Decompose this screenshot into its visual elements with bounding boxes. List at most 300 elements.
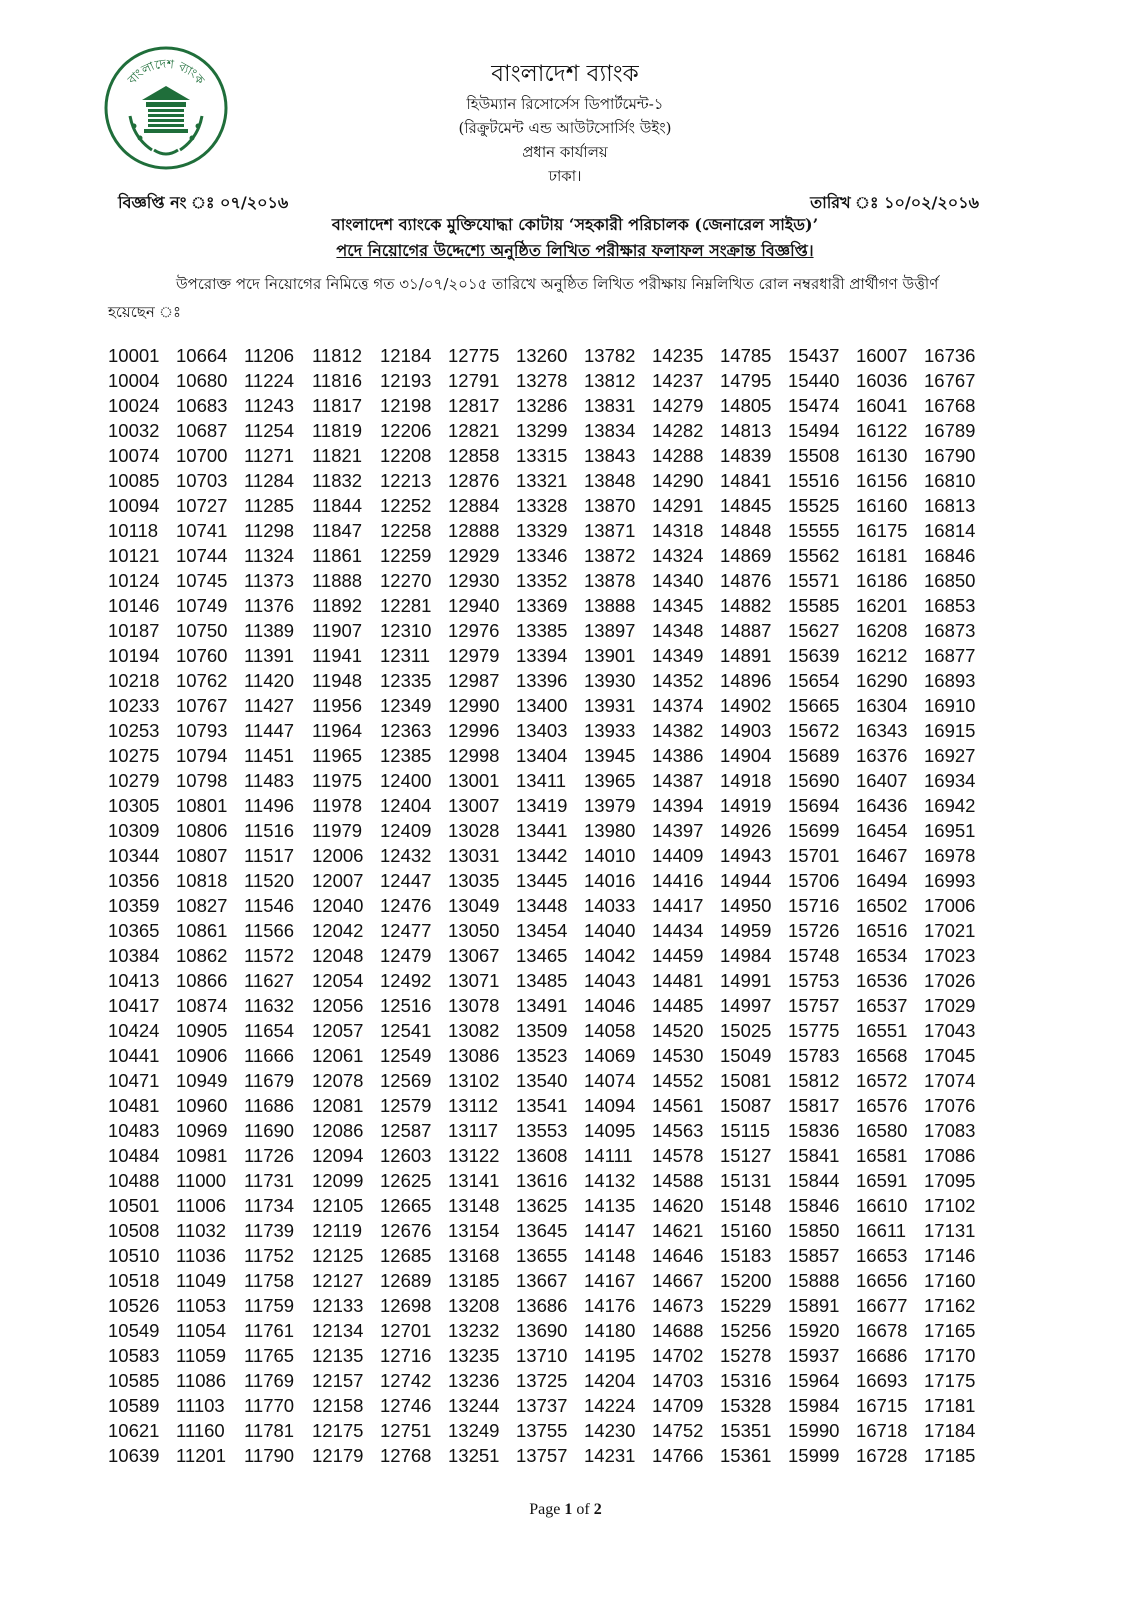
roll-number: 12742 <box>380 1370 432 1391</box>
roll-number: 14046 <box>584 995 636 1016</box>
roll-number: 11781 <box>244 1420 295 1441</box>
roll-number: 10484 <box>108 1145 160 1166</box>
roll-number: 13028 <box>448 820 500 841</box>
roll-number: 11964 <box>312 720 363 741</box>
roll-number: 13244 <box>448 1395 500 1416</box>
roll-number: 12349 <box>380 695 432 716</box>
roll-number: 13523 <box>516 1045 568 1066</box>
roll-number: 12400 <box>380 770 432 791</box>
roll-number: 15148 <box>720 1195 772 1216</box>
roll-number: 15850 <box>788 1220 840 1241</box>
roll-number: 11761 <box>244 1320 295 1341</box>
roll-number: 13278 <box>516 370 568 391</box>
roll-number: 11420 <box>244 670 295 691</box>
roll-number: 16591 <box>856 1170 908 1191</box>
roll-number: 10118 <box>108 520 159 541</box>
roll-number: 12133 <box>312 1295 364 1316</box>
roll-number: 17146 <box>924 1245 976 1266</box>
roll-number: 13871 <box>584 520 636 541</box>
roll-number: 12081 <box>312 1095 364 1116</box>
roll-number: 12477 <box>380 920 432 941</box>
roll-number: 11907 <box>312 620 363 641</box>
roll-number: 10508 <box>108 1220 160 1241</box>
roll-number: 11817 <box>312 395 363 416</box>
roll-number: 15984 <box>788 1395 840 1416</box>
roll-number: 11979 <box>312 820 363 841</box>
roll-number: 16790 <box>924 445 976 466</box>
roll-number: 10233 <box>108 695 160 716</box>
roll-number: 15440 <box>788 370 840 391</box>
roll-number: 10194 <box>108 645 160 666</box>
roll-number: 17131 <box>924 1220 976 1241</box>
roll-number: 15328 <box>720 1395 772 1416</box>
roll-number: 17026 <box>924 970 976 991</box>
roll-number: 13655 <box>516 1245 568 1266</box>
roll-number: 12768 <box>380 1445 432 1466</box>
roll-number: 12127 <box>312 1270 364 1291</box>
roll-number: 15654 <box>788 670 840 691</box>
roll-number: 13299 <box>516 420 568 441</box>
roll-number: 13870 <box>584 495 636 516</box>
roll-number: 14876 <box>720 570 772 591</box>
roll-number: 12040 <box>312 895 364 916</box>
roll-number: 16693 <box>856 1370 908 1391</box>
roll-number: 11160 <box>176 1420 225 1441</box>
roll-number: 10146 <box>108 595 160 616</box>
roll-number: 13848 <box>584 470 636 491</box>
roll-number: 12979 <box>448 645 500 666</box>
roll-number: 15783 <box>788 1045 840 1066</box>
roll-number: 15115 <box>720 1120 771 1141</box>
roll-number: 14416 <box>652 870 704 891</box>
roll-number: 16181 <box>856 545 908 566</box>
roll-number: 12099 <box>312 1170 364 1191</box>
roll-number: 13102 <box>448 1070 500 1091</box>
roll-number: 11103 <box>176 1395 225 1416</box>
roll-number: 14891 <box>720 645 772 666</box>
roll-number: 12006 <box>312 845 364 866</box>
roll-number: 14409 <box>652 845 704 866</box>
notice-date: তারিখ ঃ ১০/০২/২০১৬ <box>810 193 979 212</box>
roll-number: 14785 <box>720 345 772 366</box>
roll-number: 17181 <box>924 1395 976 1416</box>
roll-number: 10807 <box>176 845 228 866</box>
bangladesh-bank-logo <box>104 46 228 170</box>
roll-number: 16993 <box>924 870 976 891</box>
roll-number: 16130 <box>856 445 908 466</box>
roll-number: 12048 <box>312 945 364 966</box>
roll-number: 14903 <box>720 720 772 741</box>
roll-number: 16656 <box>856 1270 908 1291</box>
svg-text:বাংলাদেশ ব্যাংক <box>124 57 208 88</box>
roll-number: 15525 <box>788 495 840 516</box>
roll-number: 17074 <box>924 1070 976 1091</box>
roll-number: 16304 <box>856 695 908 716</box>
roll-number: 12105 <box>312 1195 364 1216</box>
roll-number: 11049 <box>176 1270 227 1291</box>
roll-number: 10279 <box>108 770 160 791</box>
roll-number: 10589 <box>108 1395 160 1416</box>
roll-number: 15278 <box>720 1345 772 1366</box>
roll-number: 14195 <box>584 1345 636 1366</box>
roll-number: 16653 <box>856 1245 908 1266</box>
roll-number: 15891 <box>788 1295 840 1316</box>
roll-number: 11254 <box>244 420 295 441</box>
roll-number: 12516 <box>380 995 432 1016</box>
roll-number: 13286 <box>516 395 568 416</box>
roll-number: 11948 <box>312 670 363 691</box>
roll-number: 15937 <box>788 1345 840 1366</box>
roll-number: 14926 <box>720 820 772 841</box>
roll-number: 16978 <box>924 845 976 866</box>
roll-number: 11627 <box>244 970 295 991</box>
roll-number: 12125 <box>312 1245 364 1266</box>
roll-number: 16041 <box>856 395 908 416</box>
roll-number: 14688 <box>652 1320 704 1341</box>
roll-number: 16156 <box>856 470 908 491</box>
roll-number: 13878 <box>584 570 636 591</box>
roll-number: 12549 <box>380 1045 432 1066</box>
roll-number: 16813 <box>924 495 976 516</box>
roll-number: 14374 <box>652 695 704 716</box>
roll-number: 16576 <box>856 1095 908 1116</box>
roll-number: 11941 <box>312 645 363 666</box>
roll-number: 11734 <box>244 1195 295 1216</box>
roll-number: 12119 <box>312 1220 363 1241</box>
roll-number: 14882 <box>720 595 772 616</box>
roll-number: 13394 <box>516 645 568 666</box>
roll-number: 10818 <box>176 870 228 891</box>
wing: (রিক্রুটমেন্ট এন্ড আউটসোর্সিং উইং) <box>458 119 672 137</box>
roll-number: 12179 <box>312 1445 364 1466</box>
roll-number: 14016 <box>584 870 636 891</box>
roll-number: 15571 <box>788 570 840 591</box>
roll-number: 16007 <box>856 345 908 366</box>
roll-number: 16467 <box>856 845 908 866</box>
roll-number: 10749 <box>176 595 228 616</box>
roll-number: 13930 <box>584 670 636 691</box>
roll-number: 15699 <box>788 820 840 841</box>
roll-number: 13049 <box>448 895 500 916</box>
roll-number: 10094 <box>108 495 160 516</box>
roll-number: 10481 <box>108 1095 160 1116</box>
roll-number: 14813 <box>720 420 772 441</box>
roll-number: 11298 <box>244 520 295 541</box>
roll-number: 13086 <box>448 1045 500 1066</box>
roll-number: 12698 <box>380 1295 432 1316</box>
roll-number: 11036 <box>176 1245 227 1266</box>
roll-number: 16728 <box>856 1445 908 1466</box>
roll-number: 16853 <box>924 595 976 616</box>
roll-number: 10585 <box>108 1370 160 1391</box>
roll-number: 12404 <box>380 795 432 816</box>
roll-number: 15555 <box>788 520 840 541</box>
roll-number: 15494 <box>788 420 840 441</box>
roll-number: 10441 <box>108 1045 160 1066</box>
roll-number: 16580 <box>856 1120 908 1141</box>
roll-number: 14919 <box>720 795 772 816</box>
roll-number: 12270 <box>380 570 432 591</box>
roll-number: 16678 <box>856 1320 908 1341</box>
roll-number: 14902 <box>720 695 772 716</box>
roll-number: 10549 <box>108 1320 160 1341</box>
roll-number: 16343 <box>856 720 908 741</box>
roll-number: 17045 <box>924 1045 976 1066</box>
roll-number: 15701 <box>788 845 840 866</box>
roll-number: 11752 <box>244 1245 295 1266</box>
roll-number: 16850 <box>924 570 976 591</box>
roll-number: 15316 <box>720 1370 772 1391</box>
roll-number: 11679 <box>244 1070 295 1091</box>
roll-number: 12175 <box>312 1420 364 1441</box>
roll-number: 13465 <box>516 945 568 966</box>
roll-number: 16494 <box>856 870 908 891</box>
roll-number: 10218 <box>108 670 160 691</box>
roll-number: 13328 <box>516 495 568 516</box>
roll-number: 11769 <box>244 1370 295 1391</box>
roll-number: 15844 <box>788 1170 840 1191</box>
roll-number: 13540 <box>516 1070 568 1091</box>
roll-number: 14944 <box>720 870 772 891</box>
roll-number: 14340 <box>652 570 704 591</box>
roll-number: 11496 <box>244 795 295 816</box>
roll-number: 11812 <box>312 345 363 366</box>
roll-number: 12158 <box>312 1395 364 1416</box>
roll-number: 15757 <box>788 995 840 1016</box>
roll-number: 13725 <box>516 1370 568 1391</box>
roll-number: 13411 <box>516 770 567 791</box>
roll-number: 14069 <box>584 1045 636 1066</box>
roll-number: 14845 <box>720 495 772 516</box>
roll-number: 16175 <box>856 520 908 541</box>
roll-number: 16718 <box>856 1420 908 1441</box>
roll-number: 10359 <box>108 895 160 916</box>
roll-number: 10760 <box>176 645 228 666</box>
roll-number: 11224 <box>244 370 295 391</box>
roll-number: 15087 <box>720 1095 772 1116</box>
roll-number: 14135 <box>584 1195 636 1216</box>
roll-number: 10384 <box>108 945 160 966</box>
roll-number: 12206 <box>380 420 432 441</box>
roll-number: 14578 <box>652 1145 704 1166</box>
roll-number: 12603 <box>380 1145 432 1166</box>
roll-number: 15690 <box>788 770 840 791</box>
roll-number: 10356 <box>108 870 160 891</box>
roll-number: 14176 <box>584 1295 636 1316</box>
roll-number: 15627 <box>788 620 840 641</box>
roll-number: 10413 <box>108 970 160 991</box>
roll-number: 15474 <box>788 395 840 416</box>
roll-number: 13945 <box>584 745 636 766</box>
roll-number: 17023 <box>924 945 976 966</box>
roll-number: 14230 <box>584 1420 636 1441</box>
roll-number: 16686 <box>856 1345 908 1366</box>
roll-number: 10794 <box>176 745 228 766</box>
roll-number: 14997 <box>720 995 772 1016</box>
roll-number: 12134 <box>312 1320 364 1341</box>
roll-number: 10801 <box>176 795 228 816</box>
roll-number: 15585 <box>788 595 840 616</box>
roll-number: 14095 <box>584 1120 636 1141</box>
roll-number: 16036 <box>856 370 908 391</box>
roll-number: 16551 <box>856 1020 908 1041</box>
roll-number: 16877 <box>924 645 976 666</box>
roll-number: 15127 <box>720 1145 772 1166</box>
page-footer <box>0 1501 1131 1519</box>
roll-number: 15964 <box>788 1370 840 1391</box>
roll-number: 12751 <box>380 1420 432 1441</box>
roll-number: 15748 <box>788 945 840 966</box>
roll-number: 14382 <box>652 720 704 741</box>
roll-number: 10683 <box>176 395 228 416</box>
roll-number: 13812 <box>584 370 636 391</box>
roll-number: 12259 <box>380 545 432 566</box>
roll-number: 14984 <box>720 945 772 966</box>
intro-line-2: হয়েছেন ঃ <box>108 303 182 321</box>
roll-number: 13872 <box>584 545 636 566</box>
roll-number: 10703 <box>176 470 228 491</box>
roll-number: 11844 <box>312 495 363 516</box>
roll-number: 12479 <box>380 945 432 966</box>
roll-number: 12791 <box>448 370 500 391</box>
roll-number: 10750 <box>176 620 228 641</box>
roll-number: 17175 <box>924 1370 976 1391</box>
roll-number: 10518 <box>108 1270 160 1291</box>
roll-number: 11451 <box>244 745 295 766</box>
roll-number: 11516 <box>244 820 295 841</box>
roll-number: 11284 <box>244 470 295 491</box>
roll-number: 10121 <box>108 545 160 566</box>
roll-number: 15857 <box>788 1245 840 1266</box>
roll-number: 13843 <box>584 445 636 466</box>
roll-number: 14481 <box>652 970 704 991</box>
roll-number: 12054 <box>312 970 364 991</box>
roll-number: 15812 <box>788 1070 840 1091</box>
roll-number: 14434 <box>652 920 704 941</box>
roll-number: 11790 <box>244 1445 295 1466</box>
roll-number: 10004 <box>108 370 160 391</box>
roll-number: 10483 <box>108 1120 160 1141</box>
roll-number: 16201 <box>856 595 908 616</box>
intro-paragraph <box>108 270 998 326</box>
page-of: of <box>572 1501 594 1518</box>
roll-number: 15841 <box>788 1145 840 1166</box>
roll-number: 15081 <box>720 1070 772 1091</box>
roll-number: 12363 <box>380 720 432 741</box>
roll-number: 10253 <box>108 720 160 741</box>
roll-number: 14352 <box>652 670 704 691</box>
roll-number: 10583 <box>108 1345 160 1366</box>
roll-number: 13112 <box>448 1095 499 1116</box>
roll-number: 13067 <box>448 945 500 966</box>
roll-number: 14667 <box>652 1270 704 1291</box>
roll-number: 13050 <box>448 920 500 941</box>
roll-number: 14621 <box>652 1220 704 1241</box>
roll-number: 14386 <box>652 745 704 766</box>
roll-number: 14290 <box>652 470 704 491</box>
roll-number: 12817 <box>448 395 500 416</box>
roll-number: 10664 <box>176 345 228 366</box>
roll-number: 10861 <box>176 920 228 941</box>
roll-number: 15351 <box>720 1420 772 1441</box>
roll-number: 13236 <box>448 1370 500 1391</box>
roll-number: 13980 <box>584 820 636 841</box>
roll-number: 11572 <box>244 945 295 966</box>
roll-number: 11739 <box>244 1220 295 1241</box>
roll-number: 16611 <box>856 1220 907 1241</box>
roll-number: 15672 <box>788 720 840 741</box>
roll-number: 12716 <box>380 1345 432 1366</box>
roll-number: 13396 <box>516 670 568 691</box>
roll-number: 15025 <box>720 1020 772 1041</box>
roll-number: 10085 <box>108 470 160 491</box>
roll-number: 14224 <box>584 1395 636 1416</box>
roll-number: 14620 <box>652 1195 704 1216</box>
roll-number: 16581 <box>856 1145 908 1166</box>
roll-number: 16502 <box>856 895 908 916</box>
roll-number: 14703 <box>652 1370 704 1391</box>
roll-number: 12990 <box>448 695 500 716</box>
roll-number: 13737 <box>516 1395 568 1416</box>
roll-number: 10827 <box>176 895 228 916</box>
roll-number: 16893 <box>924 670 976 691</box>
roll-number: 10744 <box>176 545 228 566</box>
roll-number: 15361 <box>720 1445 772 1466</box>
roll-number: 14702 <box>652 1345 704 1366</box>
roll-number: 15160 <box>720 1220 772 1241</box>
roll-number: 11427 <box>244 695 295 716</box>
roll-number: 11053 <box>176 1295 227 1316</box>
roll-number: 14950 <box>720 895 772 916</box>
roll-number: 13979 <box>584 795 636 816</box>
roll-number: 12998 <box>448 745 500 766</box>
roll-number: 14394 <box>652 795 704 816</box>
roll-number: 15200 <box>720 1270 772 1291</box>
page-label: Page <box>529 1501 565 1518</box>
roll-number: 10309 <box>108 820 160 841</box>
roll-number: 14709 <box>652 1395 704 1416</box>
roll-number: 11819 <box>312 420 363 441</box>
roll-number: 11726 <box>244 1145 295 1166</box>
roll-number: 14148 <box>584 1245 636 1266</box>
roll-number: 14459 <box>652 945 704 966</box>
roll-number: 13251 <box>448 1445 500 1466</box>
roll-number: 11888 <box>312 570 363 591</box>
roll-number: 11770 <box>244 1395 295 1416</box>
roll-number: 11285 <box>244 495 295 516</box>
roll-number: 11054 <box>176 1320 227 1341</box>
roll-number: 11821 <box>312 445 363 466</box>
roll-number: 17021 <box>924 920 976 941</box>
roll-number: 13154 <box>448 1220 500 1241</box>
roll-number: 14561 <box>652 1095 704 1116</box>
roll-number: 15639 <box>788 645 840 666</box>
roll-number: 11447 <box>244 720 295 741</box>
roll-number: 13007 <box>448 795 500 816</box>
roll-number: 10680 <box>176 370 228 391</box>
roll-number: 12701 <box>380 1320 432 1341</box>
roll-number: 15888 <box>788 1270 840 1291</box>
roll-number: 11956 <box>312 695 363 716</box>
roll-number: 15726 <box>788 920 840 941</box>
roll-number: 16160 <box>856 495 908 516</box>
roll-number: 14896 <box>720 670 772 691</box>
roll-number: 12447 <box>380 870 432 891</box>
roll-number: 11816 <box>312 370 363 391</box>
roll-number: 15437 <box>788 345 840 366</box>
roll-number: 10365 <box>108 920 160 941</box>
roll-number: 17162 <box>924 1295 976 1316</box>
